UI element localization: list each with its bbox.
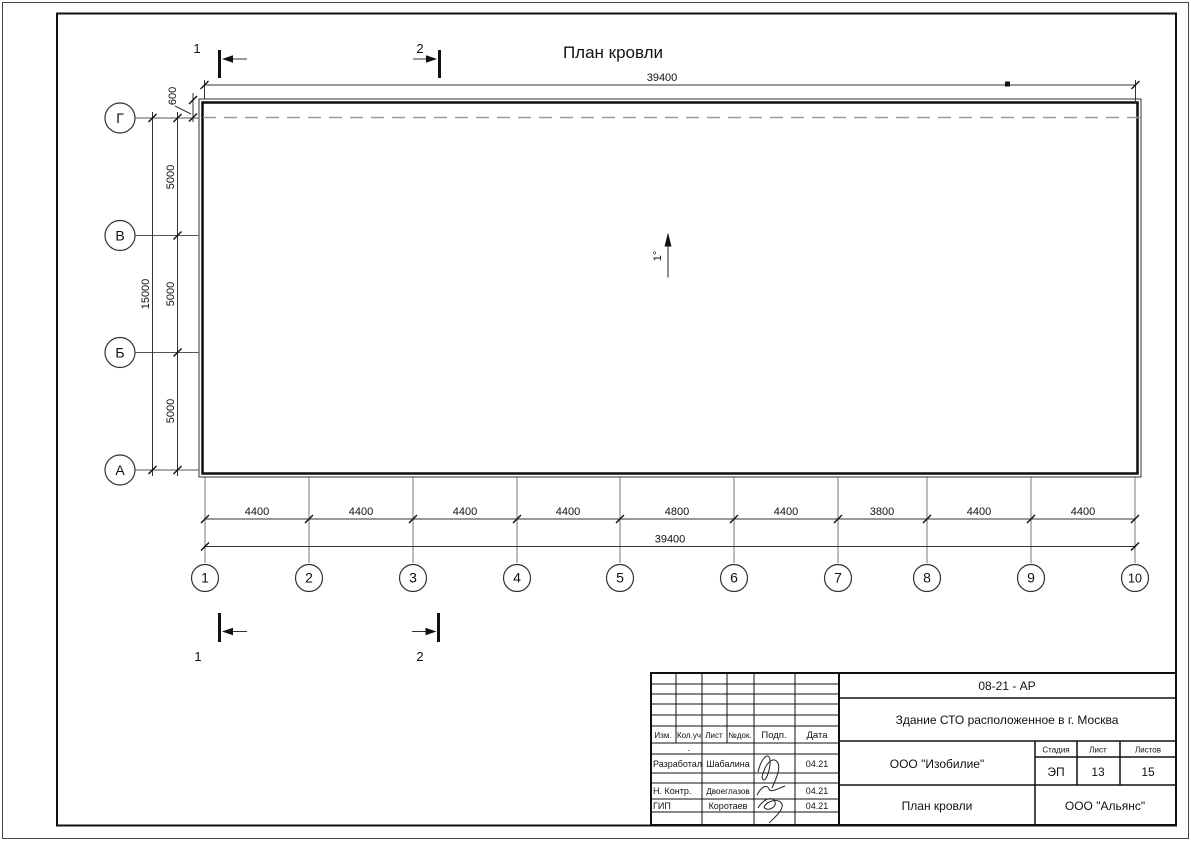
signer-role-2: Н. Контр. bbox=[653, 786, 692, 796]
dim-seg-2: 4400 bbox=[348, 506, 374, 518]
top-dimension bbox=[201, 72, 1140, 103]
signer-date-3: 04.21 bbox=[805, 801, 829, 811]
grid-label-8: 8 bbox=[923, 569, 931, 586]
grid-label-10: 10 bbox=[1128, 571, 1142, 586]
dim-left-total: 15000 bbox=[140, 278, 152, 310]
col-grid-extension-lines bbox=[205, 478, 1135, 564]
grid-label-9: 9 bbox=[1027, 569, 1035, 586]
row-axis-bubbles bbox=[105, 103, 135, 485]
roof-main-edge bbox=[203, 103, 1138, 474]
sheet-header: Лист bbox=[1089, 745, 1107, 755]
header-koluch: Кол.уч bbox=[677, 731, 701, 740]
header-izm: Изм. bbox=[654, 731, 672, 740]
header-data: Дата bbox=[806, 730, 828, 741]
axis-label-a: А bbox=[115, 462, 125, 478]
signer-role-1: Разработал bbox=[653, 759, 702, 769]
stage-value: ЭП bbox=[1047, 765, 1065, 779]
grid-label-6: 6 bbox=[730, 569, 738, 586]
signer-date-1: 04.21 bbox=[805, 759, 829, 769]
roof-outline bbox=[199, 99, 1141, 477]
sheet-name: План кровли bbox=[901, 799, 973, 813]
grid-label-3: 3 bbox=[409, 569, 417, 586]
dim-seg-3: 4400 bbox=[452, 506, 478, 518]
stage-header: Стадия bbox=[1042, 745, 1070, 755]
signer-role-3: ГИП bbox=[653, 801, 671, 811]
signer-name-2: Двоеглазов bbox=[706, 787, 750, 796]
signer-date-2: 04.21 bbox=[805, 786, 829, 796]
grid-label-7: 7 bbox=[834, 569, 842, 586]
dim-left-segment-3: 5000 bbox=[165, 398, 177, 424]
sheets-value: 15 bbox=[1141, 765, 1155, 779]
revision-dot: . bbox=[687, 743, 691, 754]
header-podp: Подп. bbox=[761, 730, 787, 741]
section-1-label-bottom: 1 bbox=[194, 649, 202, 664]
dim-marker-dot bbox=[1005, 82, 1010, 87]
dim-seg-4: 4400 bbox=[555, 506, 581, 518]
slope-arrowhead bbox=[665, 233, 672, 247]
grid-label-5: 5 bbox=[616, 569, 624, 586]
section-mark-2-top bbox=[413, 41, 440, 78]
sheet-value: 13 bbox=[1091, 765, 1105, 779]
dim-bottom-total: 39400 bbox=[654, 533, 686, 546]
dim-seg-1: 4400 bbox=[244, 506, 270, 518]
dim-left-segment-2: 5000 bbox=[165, 281, 177, 307]
project-name: Здание СТО расположенное в г. Москва bbox=[895, 713, 1119, 727]
dim-seg-9: 4400 bbox=[1070, 506, 1096, 518]
title-block bbox=[651, 673, 1176, 825]
header-ndok: №док. bbox=[728, 731, 752, 740]
overhang-dimension bbox=[167, 87, 197, 122]
sheets-header: Листов bbox=[1135, 745, 1161, 755]
axis-label-v: В bbox=[115, 227, 125, 244]
section-mark-2-bottom bbox=[412, 613, 439, 664]
client-organization: ООО "Альянс" bbox=[1064, 799, 1146, 813]
grid-label-4: 4 bbox=[513, 569, 521, 586]
signer-name-3: Коротаев bbox=[708, 801, 748, 811]
grid-label-1: 1 bbox=[201, 569, 209, 586]
dim-top-total: 39400 bbox=[646, 72, 678, 84]
header-list: Лист bbox=[705, 731, 723, 740]
bottom-total-dimension bbox=[201, 534, 1139, 551]
bottom-segment-dimension bbox=[201, 506, 1139, 523]
drawing-title: План кровли bbox=[562, 43, 664, 62]
dim-seg-8: 4400 bbox=[966, 506, 992, 518]
slope-arrow bbox=[652, 233, 672, 278]
designer-organization: ООО "Изобилие" bbox=[889, 757, 985, 771]
dim-overhang: 600 bbox=[167, 86, 179, 106]
document-number: 08-21 - АР bbox=[978, 679, 1036, 693]
col-grid-bubbles bbox=[192, 565, 1149, 592]
axis-label-g: Г bbox=[116, 110, 124, 126]
dim-seg-6: 4400 bbox=[773, 506, 799, 518]
dim-left-segment-1: 5000 bbox=[165, 164, 177, 190]
section-2-label-bottom: 2 bbox=[416, 649, 424, 664]
grid-label-2: 2 bbox=[305, 569, 313, 586]
section-mark-1-top bbox=[193, 41, 247, 78]
roof-eave-edge bbox=[199, 99, 1141, 477]
slope-label: 1° bbox=[652, 250, 664, 262]
section-mark-1-bottom bbox=[194, 613, 247, 664]
section-1-label-top: 1 bbox=[193, 41, 201, 56]
dim-seg-5: 4800 bbox=[664, 506, 690, 518]
axis-label-b: Б bbox=[115, 344, 125, 361]
signer-name-1: Шабалина bbox=[706, 759, 750, 769]
dim-seg-7: 3800 bbox=[869, 506, 895, 518]
section-2-label-top: 2 bbox=[416, 41, 424, 56]
